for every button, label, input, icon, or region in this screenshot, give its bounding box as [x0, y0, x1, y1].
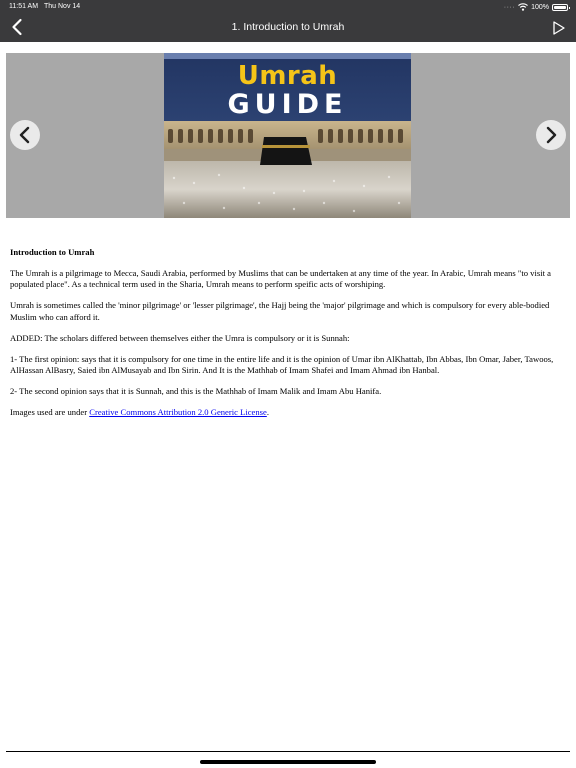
- carousel-prev-button[interactable]: [10, 120, 40, 150]
- license-prefix: Images used are under: [10, 407, 90, 417]
- cellular-dots-icon: ····: [503, 3, 516, 11]
- chevron-left-icon: [17, 126, 33, 144]
- umrah-guide-cover-image: [164, 53, 411, 218]
- cover-title-umrah: Umrah: [237, 61, 338, 91]
- image-carousel[interactable]: [6, 53, 570, 218]
- navigation-bar: [0, 0, 576, 42]
- home-indicator[interactable]: [200, 760, 376, 764]
- battery-percent: 100%: [531, 3, 549, 11]
- article-paragraph: The Umrah is a pilgrimage to Mecca, Saudi Arabia, performed by Muslims that can be undertaken at any time of the year. In Arabic, Umrah means "to visit a populated place". As a technical term used in the Sharia, Umrah means to perform speific acts of worshiping.: [10, 267, 551, 289]
- article-paragraph: Umrah is sometimes called the 'minor pilgrimage' or 'lesser pilgrimage', the Hajj being the 'major' pilgrimage and which is compulsory for every able-bodied Muslim who can afford it.: [10, 300, 550, 322]
- battery-icon: [552, 4, 568, 11]
- status-date: Thu Nov 14: [44, 3, 81, 10]
- article-paragraph: 1- The first opinion: says that it is compulsory for one time in the entire life and it is the opinion of Umar ibn AlKhattab, Ibn Abbas, Ibn Omar, Jaber, Tawoos, AlHassan AlBasry, Saied ibn AlMusayab and Ibn Sirin. And It is the Mathhab of Imam Shafei and Imam Ahmad ibn Hanbal.: [10, 353, 554, 375]
- license-link[interactable]: Creative Commons Attribution 2.0 Generic License: [89, 407, 267, 417]
- play-button[interactable]: [552, 20, 566, 36]
- carousel-next-button[interactable]: [536, 120, 566, 150]
- bottom-divider: [6, 751, 570, 752]
- wifi-icon: [518, 3, 528, 11]
- article-paragraph: ADDED: The scholars differed between themselves either the Umra is compulsory or it is Sunnah:: [10, 332, 350, 343]
- article-body: [10, 247, 558, 428]
- license-note: [10, 407, 558, 419]
- status-indicators: [504, 2, 568, 12]
- license-suffix: .: [266, 407, 269, 417]
- article-heading: Introduction to Umrah: [10, 247, 95, 257]
- cover-title-guide: GUIDE: [227, 89, 348, 120]
- chevron-right-icon: [543, 126, 559, 144]
- article-paragraph: 2- The second opinion says that it is Sunnah, and this is the Mathhab of Imam Malik and Imam Abu Hanifa.: [10, 386, 382, 396]
- page-title: 1. Introduction to Umrah: [231, 21, 345, 33]
- status-time: 11:51 AM: [9, 3, 39, 10]
- play-icon: [552, 20, 566, 36]
